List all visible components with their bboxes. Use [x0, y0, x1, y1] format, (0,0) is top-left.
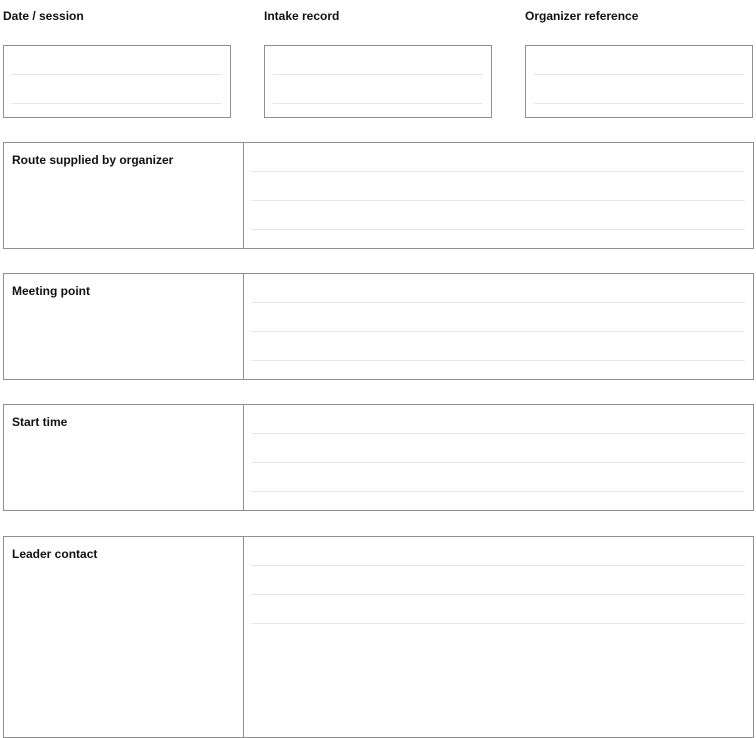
- start-time-label-cell: [4, 405, 244, 510]
- writing-line: [252, 462, 745, 463]
- start-time-answer-field[interactable]: [244, 405, 753, 510]
- date-session-label: Date / session: [3, 9, 84, 23]
- writing-line: [252, 623, 745, 624]
- writing-line: [12, 74, 222, 75]
- leader-contact-label: Leader contact: [12, 547, 98, 561]
- writing-line: [273, 74, 483, 75]
- leader-contact-label-cell: [4, 537, 244, 737]
- writing-line: [534, 74, 744, 75]
- writing-line: [252, 302, 745, 303]
- route-row: [3, 142, 754, 249]
- writing-line: [12, 103, 222, 104]
- meeting-point-row: [3, 273, 754, 380]
- date-session-field[interactable]: [3, 45, 231, 118]
- writing-line: [252, 594, 745, 595]
- meeting-point-label: Meeting point: [12, 284, 90, 298]
- writing-line: [252, 200, 745, 201]
- meeting-point-answer-field[interactable]: [244, 274, 753, 379]
- start-time-label: Start time: [12, 415, 68, 429]
- intake-record-field[interactable]: [264, 45, 492, 118]
- route-label-cell: [4, 143, 244, 248]
- organizer-reference-field[interactable]: [525, 45, 753, 118]
- writing-line: [252, 360, 745, 361]
- writing-line: [273, 103, 483, 104]
- leader-contact-row: [3, 536, 754, 738]
- writing-line: [252, 331, 745, 332]
- writing-line: [252, 491, 745, 492]
- writing-line: [534, 103, 744, 104]
- writing-line: [252, 171, 745, 172]
- organizer-reference-label: Organizer reference: [525, 9, 639, 23]
- route-answer-field[interactable]: [244, 143, 753, 248]
- leader-contact-answer-field[interactable]: [244, 537, 753, 737]
- route-label: Route supplied by organizer: [12, 153, 174, 167]
- meeting-point-label-cell: [4, 274, 244, 379]
- intake-record-label: Intake record: [264, 9, 340, 23]
- writing-line: [252, 229, 745, 230]
- start-time-row: [3, 404, 754, 511]
- writing-line: [252, 565, 745, 566]
- writing-line: [252, 433, 745, 434]
